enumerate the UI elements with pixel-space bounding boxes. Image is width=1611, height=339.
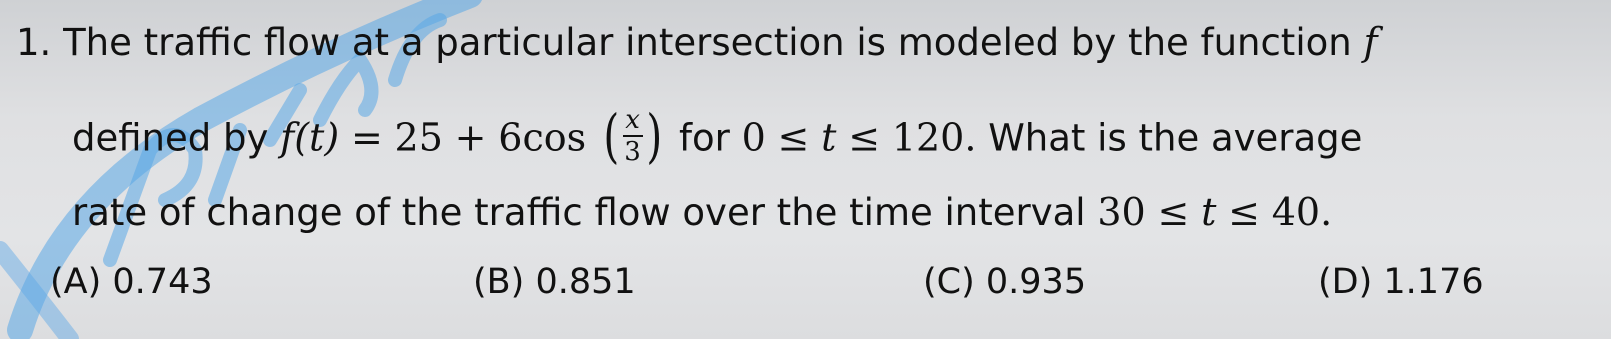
question-line-3 bbox=[72, 190, 1332, 235]
question-text-3: rate of change of the traffic flow over the time interval bbox=[72, 191, 1086, 234]
choice-value: 1.176 bbox=[1383, 262, 1484, 302]
fraction-denominator: 3 bbox=[624, 137, 641, 167]
formula-lhs: f(t) bbox=[280, 115, 340, 160]
right-paren: ) bbox=[645, 102, 662, 170]
function-name: f bbox=[1363, 20, 1378, 64]
domain-le-2: ≤ bbox=[848, 115, 881, 160]
question-text-2: What is the average bbox=[988, 116, 1363, 160]
choice-label: (D) bbox=[1318, 262, 1373, 302]
formula-coefficient: 6 bbox=[498, 115, 523, 160]
choice-d[interactable] bbox=[1318, 262, 1484, 302]
choice-c[interactable] bbox=[923, 262, 1086, 302]
interval-le-1: ≤ bbox=[1157, 190, 1190, 234]
answer-choices bbox=[0, 262, 1611, 312]
left-paren: ( bbox=[603, 102, 620, 170]
choice-value: 0.743 bbox=[112, 262, 213, 302]
formula-cos: cos bbox=[522, 115, 587, 160]
question-number: 1. bbox=[16, 21, 52, 64]
domain-le-1: ≤ bbox=[777, 115, 810, 160]
interval-high: 40. bbox=[1271, 190, 1333, 234]
defined-by-text: defined by bbox=[72, 116, 269, 160]
domain-var: t bbox=[821, 115, 837, 160]
choice-label: (B) bbox=[473, 262, 525, 302]
interval-le-2: ≤ bbox=[1228, 190, 1260, 234]
formula-plus: + bbox=[454, 115, 487, 160]
question-line-2 bbox=[72, 102, 1363, 170]
formula-equals: = bbox=[350, 115, 383, 160]
interval-low: 30 bbox=[1097, 190, 1146, 234]
choice-value: 0.851 bbox=[535, 262, 636, 302]
fraction-numerator: x bbox=[625, 105, 640, 135]
domain-low: 0 bbox=[741, 115, 766, 160]
choice-label: (A) bbox=[50, 262, 102, 302]
choice-a[interactable] bbox=[50, 262, 213, 302]
choice-value: 0.935 bbox=[985, 262, 1087, 302]
fraction-body bbox=[623, 106, 643, 166]
choice-label: (C) bbox=[923, 262, 975, 302]
question-line-1 bbox=[16, 20, 1378, 65]
choice-b[interactable] bbox=[473, 262, 636, 302]
question-text-1: The traffic flow at a particular intersection is modeled by the function bbox=[63, 21, 1352, 64]
interval-var: t bbox=[1201, 190, 1217, 234]
domain-high: 120. bbox=[891, 115, 977, 160]
formula-constant: 25 bbox=[394, 115, 443, 160]
for-text: for bbox=[678, 116, 730, 160]
formula-fraction bbox=[600, 102, 665, 170]
